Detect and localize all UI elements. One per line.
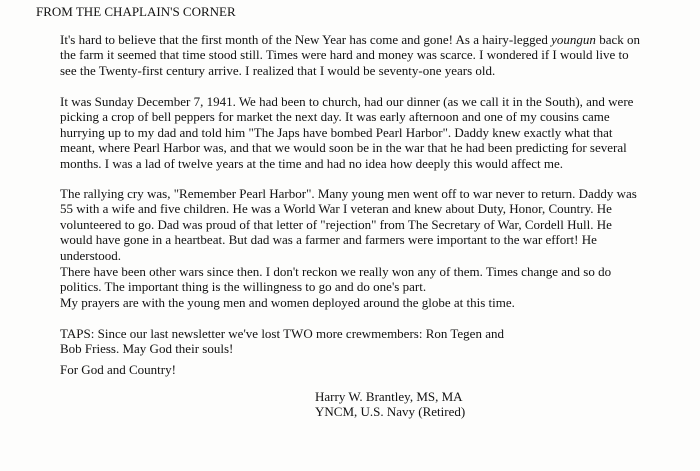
- paragraph-line: see the Twenty-first century arrive. I realized that I would be seventy-one years old.: [60, 62, 496, 78]
- paragraph-line: hurrying up to my dad and told him "The Japs have bombed Pearl Harbor". Daddy knew exactly what that: [60, 124, 613, 140]
- paragraph-rallying-cry: [60, 186, 696, 263]
- page-title: FROM THE CHAPLAIN'S CORNER: [36, 4, 236, 19]
- paragraph-taps: [60, 326, 696, 357]
- paragraph-line: months. I was a lad of twelve years at the time and had no idea how deeply this would affect me.: [60, 155, 564, 171]
- text-run: back on: [595, 32, 640, 47]
- signature-title: YNCM, U.S. Navy (Retired): [315, 404, 466, 420]
- paragraph-line: 55 with a wife and five children. He was a World War I veteran and knew about Duty, Honor, Country. He: [60, 201, 612, 217]
- paragraph-line: Bob Friess. May God their souls!: [60, 341, 234, 357]
- paragraph-new-year: [60, 32, 696, 78]
- paragraph-pearl-harbor-day: [60, 94, 696, 171]
- paragraph-line: My prayers are with the young men and women deployed around the globe at this time.: [60, 294, 515, 310]
- paragraph-line: understood.: [60, 247, 122, 263]
- paragraph-line: TAPS: Since our last newsletter we've lost TWO more crewmembers: Ron Tegen and: [60, 326, 504, 341]
- paragraph-closing: [60, 362, 696, 377]
- paragraph-line: picking a crop of bell peppers for market the next day. It was early afternoon and one of my cousins came: [60, 109, 610, 125]
- paragraph-line: would have gone in a heartbeat. But dad was a farmer and farmers were important to the war effort! He: [60, 232, 597, 248]
- paragraph-line: The rallying cry was, "Remember Pearl Harbor". Many young men went off to war never to return. Daddy was: [60, 186, 637, 201]
- paragraph-line: volunteered to go. Dad was proud of that letter of "rejection" from The Secretary of War, Cordell Hull. He: [60, 216, 612, 232]
- paragraph-other-wars: [60, 264, 696, 310]
- paragraph-line: There have been other wars since then. I don't reckon we really won any of them. Times change and so do: [60, 264, 612, 279]
- signature-name: Harry W. Brantley, MS, MA: [315, 389, 463, 404]
- paragraph-line: For God and Country!: [60, 362, 176, 377]
- signature-block: [315, 389, 465, 420]
- paragraph-line: the farm it seemed that time stood still. Times were hard and money was scarce. I wondered if I would live to: [60, 47, 629, 63]
- paragraph-line: meant, where Pearl Harbor was, and that we would soon be in the war that he had been predicting for several: [60, 140, 627, 156]
- text-run: It's hard to believe that the first month of the New Year has come and gone! As a hairy-legged: [60, 32, 552, 47]
- paragraph-line: It was Sunday December 7, 1941. We had been to church, had our dinner (as we call it in the South), and were: [60, 94, 634, 109]
- emphasized-word: youngun: [551, 32, 596, 47]
- paragraph-line: politics. The important thing is the willingness to go and do one's part.: [60, 279, 427, 295]
- paragraph-line: [60, 32, 696, 47]
